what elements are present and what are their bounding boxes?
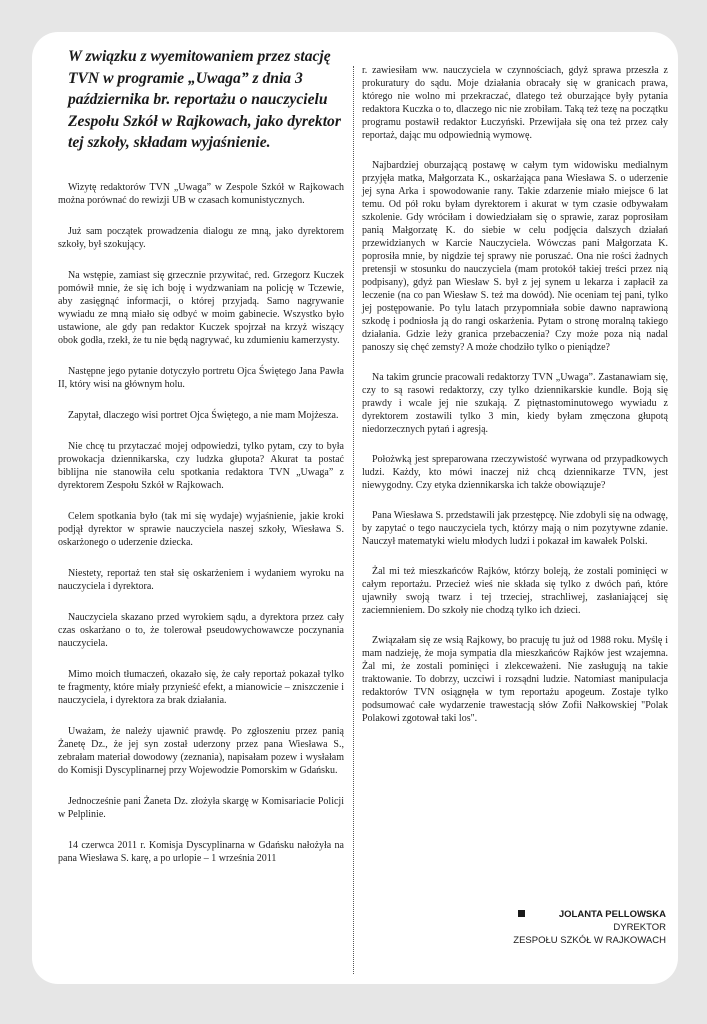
signature-name: JOLANTA PELLOWSKA [558,909,666,920]
paragraph: Żal mi też mieszkańców Rajków, którzy boleją, że zostali pominięci w całym reportażu. Przecież wieś nie składa się tylko z dwóch pań, które ujawniły swoją twarz i tej trzeciej, strachliwej, zasłaniającej się zaciemnieniem. Do szkoły nie chodzą tylko ich dzieci. [362,566,668,616]
paragraph: Celem spotkania było (tak mi się wydaje) wyjaśnienie, jakie kroki podjął dyrektor w sprawie nauczyciela naszej szkoły, Wiesława S. oskarżonego o uderzenie dziecka. [58,510,344,548]
paragraph: Nauczyciela skazano przed wyrokiem sądu, a dyrektora przez cały czas oskarżano o to, że tolerował pseudowychowawcze poczynania nauczyciela. [58,611,344,649]
paragraph: Następne jego pytanie dotyczyło portretu Ojca Świętego Jana Pawła II, który wisi na głównym holu. [58,365,344,390]
paragraph: Najbardziej oburzającą postawę w całym tym widowisku medialnym przyjęła matka, Małgorzata K., oskarżająca pana Wiesława S. o uderzenie jej syna Arka i spowodowanie rany. Takie zdarzenie miało miejsce 6 lat temu. Od pół roku byłam dyrektorem i akurat w tym czasie odbywałam szkolenie. Gdy wróciłam i dowiedziałam się o sprawie, zaraz poprosiłam panią Małgorzatę K. do siebie w celu podjęcia dalszych działań przewidzianych w Karcie Nauczyciela. Wówczas pani Małgorzata K. poprosiła mnie, by nigdzie tej sprawy nie poruszać. Ona nie rości żadnych pretensji w stosunku do nauczyciela (mam protokół takiej treści przez nią podpisany), gdyż pan Wiesław S. był z jej synem u lekarza i zapłacił za leczenie (na co pan Wiesław S. też ma dowód). Nie oceniam tej pani, tylko jej postępowanie. Po tylu latach przypomniała sobie dawno naprawioną szkodę i podniosła ją do rangi oskarżenia. Pytam o stronę moralną takiego działania. Gdzie leży granica przebaczenia? Czy może poza nią nadal panoszy się chęć zemsty? A może chodziło tylko o pieniądze? [362,160,668,353]
signature-title: DYREKTOR [613,922,666,933]
left-column [58,46,344,883]
paragraph: Związałam się ze wsią Rajkowy, bo pracuję tu już od 1988 roku. Myślę i mam nadzieję, że moja sympatia dla mieszkańców Rajków jest wzajemna. Żal mi, że zostali pominięci i zlekceważeni. Nie zasługują na takie traktowanie. To dobrzy, uczciwi i rozsądni ludzie. Natomiast manipulacja redaktorów TVN osiągnęła w tym reportażu apogeum. Zostaje tylko podsumować całe wydarzenie trawestacją słów Zofii Nałkowskiej "Polak Polakowi zgotował taki los". [362,635,668,724]
paragraph: Na wstępie, zamiast się grzecznie przywitać, red. Grzegorz Kuczek pomówił mnie, że się ich boję i wydzwaniam na policję w Tczewie, aby zasięgnąć informacji, o której przyjadą. Samo nagrywanie wywiadu ze mną miało się odbyć w moim gabinecie. Wszystko było ustawione, ale gdy pan redaktor Kuczek spojrzał na krzyż wiszący obok godła, rzekł, że tu nie będą nagrywać, ku zdumieniu kamerzysty. [58,269,344,346]
paragraph: Jednocześnie pani Żaneta Dz. złożyła skargę w Komisariacie Policji w Pelplinie. [58,795,344,820]
column-divider [353,66,354,974]
paragraph: Wizytę redaktorów TVN „Uwaga” w Zespole Szkół w Rajkowach można porównać do rewizji UB w czasach komunistycznych. [58,181,344,206]
paragraph: Zapytał, dlaczego wisi portret Ojca Świętego, a nie mam Mojżesza. [68,409,339,421]
paragraph: Nie chcę tu przytaczać mojej odpowiedzi, tylko pytam, czy to była prowokacja dziennikarska, czy ludzka głupota? Akurat ta postać biblijna nie stanowiła celu spotkania redaktora TVN „Uwaga” z dyrektorem Zespołu Szkół w Rajkowach. [58,440,344,491]
square-bullet-icon [518,910,525,917]
signature-block [513,908,666,947]
paragraph: Uważam, że należy ujawnić prawdę. Po zgłoszeniu przez panią Żanetę Dz., że jej syn został uderzony przez pana Wiesława S., zebrałam materiał dowodowy (zeznania), napisałam pozew i wysłałam do Komisji Dyscyplinarnej przy Wojewodzie Pomorskim w Gdańsku. [58,725,344,776]
article-headline: W związku z wyemitowaniem przez stację TVN w programie „Uwaga” z dnia 3 października br. reportażu o nauczycielu Zespołu Szkół w Rajkowach, jako dyrektor tej szkoły, składam wyjaśnienie. [68,48,341,151]
paragraph: Położwką jest spreparowana rzeczywistość wyrwana od przypadkowych ludzi. Każdy, kto mówi inaczej niż chcą dziennikarze TVN, jest niewygodny. Czy etyka dziennikarska ich także obowiązuje? [362,454,668,491]
paragraph: Na takim gruncie pracowali redaktorzy TVN „Uwaga”. Zastanawiam się, czy to są rasowi redaktorzy, czy tylko dziennikarskie kundle. Boją się prawdy i wcale jej nie szukają. Z piętnastominutowego wywiadu z dyrektorem zostawili tylko 3 min, kiedy byłam zmęczona głupotą niedorzecznych pytań i agresją. [362,372,668,435]
paragraph: Pana Wiesława S. przedstawili jak przestępcę. Nie zdobyli się na odwagę, by zapytać o tego nauczyciela tych, którzy mają o nim pozytywne zdanie. Nauczył matematyki wielu młodych ludzi i pokazał im kawałek Polski. [362,510,668,547]
signature-name-line [513,908,666,921]
paragraph: Niestety, reportaż ten stał się oskarżeniem i wydaniem wyroku na nauczyciela i dyrektora. [58,567,344,592]
paragraph: r. zawiesiłam ww. nauczyciela w czynnościach, gdyż sprawa przeszła z prokuratury do sądu. Moje działania obracały się w granicach prawa, którego nie wolno mi przekraczać, dlatego też oburzające były pytania redaktora Kuczka o to, dlaczego nic nie zrobiłam. Taką też tezę na początku programu postawił redaktor Łuczyński. Przewijała się ona też przez cały reportaż, dając mu odpowiednią wymowę. [362,65,668,141]
signature-school: ZESPOŁU SZKÓŁ W RAJKOWACH [513,935,666,946]
paragraph: 14 czerwca 2011 r. Komisja Dyscyplinarna w Gdańsku nałożyła na pana Wiesława S. karę, a po urlopie – 1 września 2011 [58,839,344,864]
article-page [32,32,678,984]
paragraph: Już sam początek prowadzenia dialogu ze mną, jako dyrektorem szkoły, był szokujący. [58,225,344,250]
right-column [362,64,668,742]
paragraph: Mimo moich tłumaczeń, okazało się, że cały reportaż pokazał tylko te fragmenty, które miały przynieść efekt, a mianowicie – zniszczenie i nauczyciela, i dyrektora za brak działania. [58,668,344,706]
